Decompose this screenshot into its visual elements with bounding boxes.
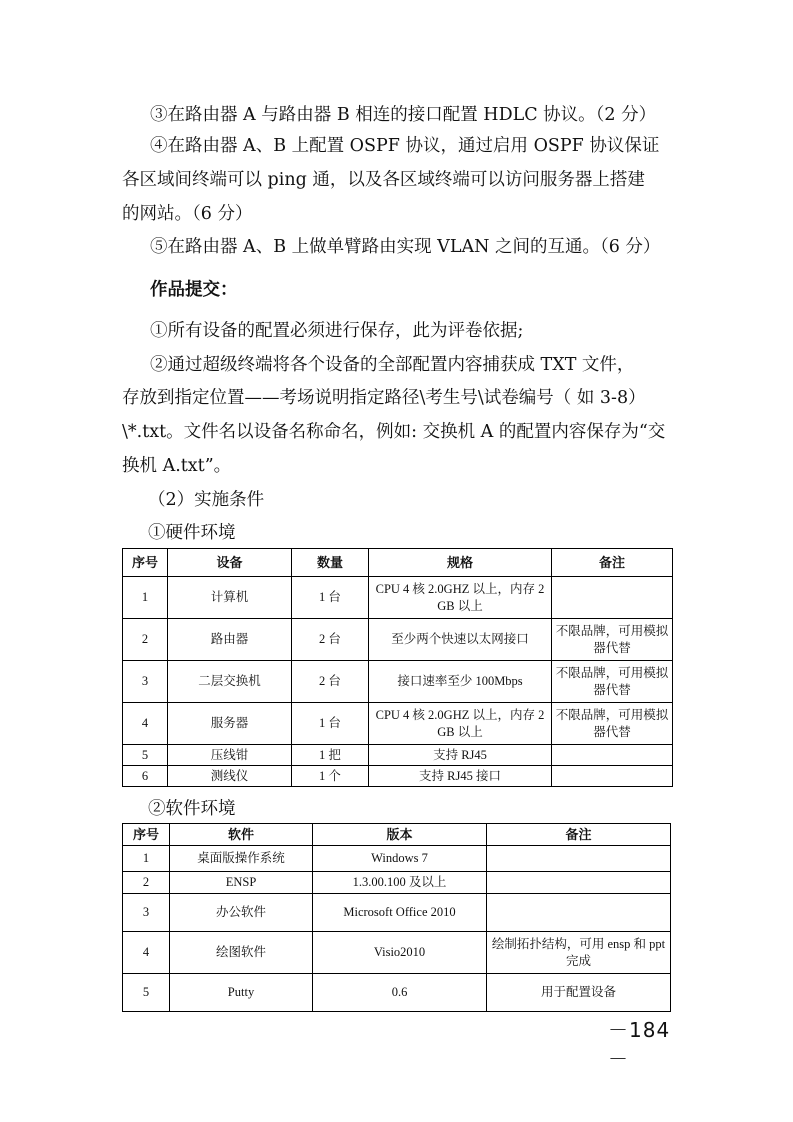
hw-cell: 6 <box>123 766 168 787</box>
hw-cell <box>552 766 673 787</box>
sw-cell: 3 <box>123 894 170 932</box>
hw-cell: 支持 RJ45 接口 <box>369 766 552 787</box>
hw-header-spec: 规格 <box>369 549 552 577</box>
table-row <box>123 932 671 974</box>
table-row <box>123 766 673 787</box>
sw-cell: 2 <box>123 872 170 894</box>
hw-cell: 测线仪 <box>168 766 292 787</box>
table-row <box>123 872 671 894</box>
hw-cell: 二层交换机 <box>168 661 292 703</box>
sw-cell: 用于配置设备 <box>487 974 671 1012</box>
table-row <box>123 619 673 661</box>
table-row <box>123 974 671 1012</box>
sw-cell: Microsoft Office 2010 <box>313 894 487 932</box>
hw-cell: CPU 4 核 2.0GHZ 以上，内存 2GB 以上 <box>369 703 552 745</box>
sw-cell: 绘制拓扑结构，可用 ensp 和 ppt 完成 <box>487 932 671 974</box>
sw-cell <box>487 872 671 894</box>
hw-cell: 4 <box>123 703 168 745</box>
sw-header-software: 软件 <box>170 824 313 846</box>
hw-cell: 1 <box>123 577 168 619</box>
sw-header-index: 序号 <box>123 824 170 846</box>
hw-cell <box>552 745 673 766</box>
hw-header-device: 设备 <box>168 549 292 577</box>
submission-line-4: \*.txt。文件名以设备名称命名，例如: 交换机 A 的配置内容保存为“交 <box>122 422 666 442</box>
sw-cell: Visio2010 <box>313 932 487 974</box>
hw-cell: 不限品牌，可用模拟器代替 <box>552 619 673 661</box>
sw-cell <box>487 846 671 872</box>
submission-line-5: 换机 A.txt”。 <box>122 456 232 476</box>
hw-cell: 2 台 <box>292 661 369 703</box>
sw-cell: Windows 7 <box>313 846 487 872</box>
submission-line-2: ②通过超级终端将各个设备的全部配置内容捕获成 TXT 文件， <box>150 355 635 375</box>
sw-cell: 4 <box>123 932 170 974</box>
hw-cell: 路由器 <box>168 619 292 661</box>
table-row <box>123 745 673 766</box>
hw-cell: 1 台 <box>292 577 369 619</box>
sw-cell: ENSP <box>170 872 313 894</box>
requirement-4-line-1: ④在路由器 A、B 上配置 OSPF 协议，通过启用 OSPF 协议保证 <box>150 136 660 156</box>
table-row <box>123 846 671 872</box>
sw-cell: 办公软件 <box>170 894 313 932</box>
hw-cell: 2 <box>123 619 168 661</box>
hardware-caption: ①硬件环境 <box>148 523 236 543</box>
sw-cell: 0.6 <box>313 974 487 1012</box>
hw-cell: 3 <box>123 661 168 703</box>
software-table <box>122 823 671 1012</box>
hw-cell: 1 个 <box>292 766 369 787</box>
hw-cell: 不限品牌，可用模拟器代替 <box>552 703 673 745</box>
hw-cell: 2 台 <box>292 619 369 661</box>
sw-cell: 1.3.00.100 及以上 <box>313 872 487 894</box>
hw-cell: 压线钳 <box>168 745 292 766</box>
sw-cell <box>487 894 671 932</box>
submission-heading: 作品提交： <box>150 280 238 300</box>
hw-cell: 计算机 <box>168 577 292 619</box>
hw-cell: 接口速率至少 100Mbps <box>369 661 552 703</box>
table-row <box>123 661 673 703</box>
hw-cell: 5 <box>123 745 168 766</box>
requirement-4-line-2: 各区域间终端可以 ping 通，以及各区域终端可以访问服务器上搭建 <box>122 170 645 190</box>
hw-cell: 1 把 <box>292 745 369 766</box>
hw-cell: 支持 RJ45 <box>369 745 552 766</box>
sw-cell: Putty <box>170 974 313 1012</box>
hw-cell: 不限品牌，可用模拟器代替 <box>552 661 673 703</box>
requirement-3: ③在路由器 A 与路由器 B 相连的接口配置 HDLC 协议。（2 分） <box>150 105 657 125</box>
submission-line-3: 存放到指定位置——考场说明指定路径\考生号\试卷编号（ 如 3-8） <box>122 388 646 408</box>
conditions-heading: （2）实施条件 <box>148 490 265 510</box>
sw-header-version: 版本 <box>313 824 487 846</box>
table-row <box>123 703 673 745</box>
hw-cell: 1 台 <box>292 703 369 745</box>
sw-cell: 1 <box>123 846 170 872</box>
hw-cell: 至少两个快速以太网接口 <box>369 619 552 661</box>
hw-header-index: 序号 <box>123 549 168 577</box>
hw-cell: 服务器 <box>168 703 292 745</box>
sw-cell: 桌面版操作系统 <box>170 846 313 872</box>
table-row <box>123 577 673 619</box>
sw-cell: 绘图软件 <box>170 932 313 974</box>
sw-cell: 5 <box>123 974 170 1012</box>
submission-line-1: ①所有设备的配置必须进行保存，此为评卷依据; <box>150 321 524 341</box>
hardware-table <box>122 548 673 787</box>
hw-cell: CPU 4 核 2.0GHZ 以上，内存 2GB 以上 <box>369 577 552 619</box>
software-caption: ②软件环境 <box>148 799 236 819</box>
page-number: －184－ <box>608 1018 671 1071</box>
hw-header-note: 备注 <box>552 549 673 577</box>
requirement-4-line-3: 的网站。（6 分） <box>122 204 253 224</box>
hw-cell <box>552 577 673 619</box>
requirement-5: ⑤在路由器 A、B 上做单臂路由实现 VLAN 之间的互通。（6 分） <box>150 237 661 257</box>
hw-header-qty: 数量 <box>292 549 369 577</box>
sw-header-note: 备注 <box>487 824 671 846</box>
table-row <box>123 894 671 932</box>
